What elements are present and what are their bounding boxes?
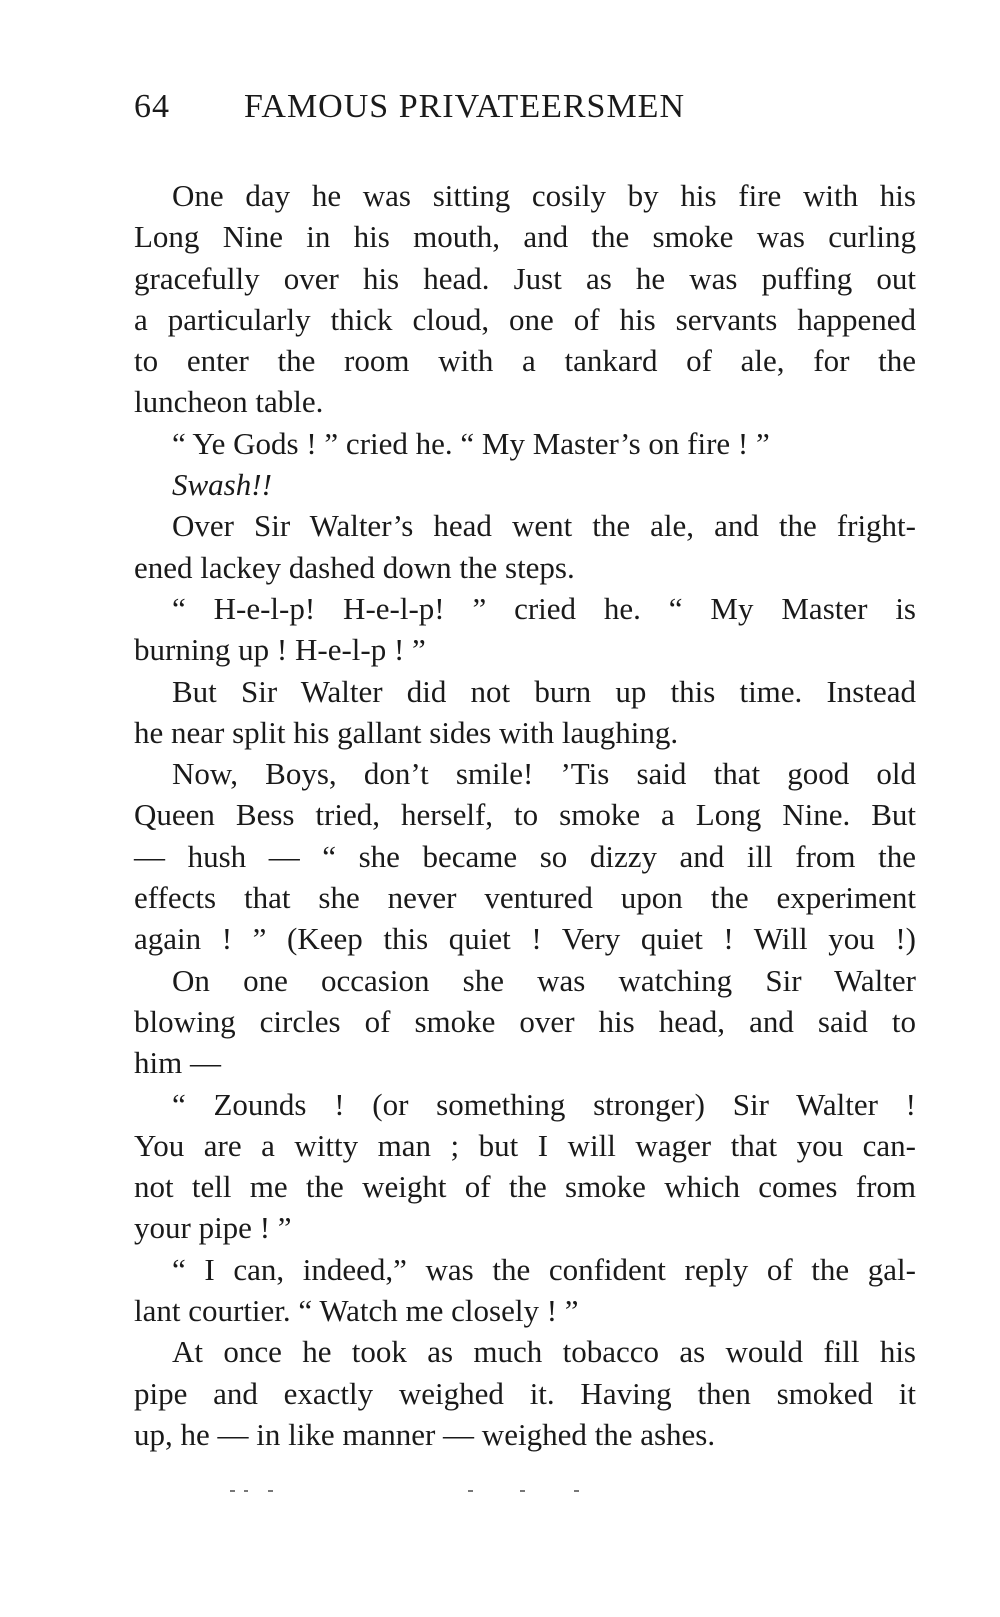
- text-line: Long Nine in his mouth, and the smoke was curling: [134, 219, 916, 255]
- text-line: lant courtier. “ Watch me closely ! ”: [134, 1293, 579, 1329]
- print-specks: [230, 1490, 590, 1494]
- text-line: ened lackey dashed down the steps.: [134, 549, 575, 585]
- text-line: again ! ” (Keep this quiet ! Very quiet ! Will you !): [134, 921, 916, 957]
- text-line: burning up ! H-e-l-p ! ”: [134, 632, 426, 668]
- speck: [468, 1490, 473, 1492]
- speck: [574, 1490, 579, 1492]
- text-line: Over Sir Walter’s head went the ale, and the fright-: [172, 508, 916, 544]
- text-line: — hush — “ she became so dizzy and ill from the: [134, 838, 916, 874]
- text-line: Swash!!: [172, 467, 272, 503]
- text-line: Now, Boys, don’t smile! ’Tis said that good old: [172, 756, 916, 792]
- text-line: “ I can, indeed,” was the confident reply of the gal-: [172, 1251, 916, 1287]
- text-line: One day he was sitting cosily by his fire with his: [172, 178, 916, 213]
- text-line: pipe and exactly weighed it. Having then smoked it: [134, 1375, 916, 1411]
- text-line: him —: [134, 1045, 221, 1081]
- text-line: a particularly thick cloud, one of his servants happened: [134, 301, 916, 337]
- body-text: [134, 175, 916, 1455]
- page-header: [134, 88, 834, 138]
- text-line: “ Ye Gods ! ” cried he. “ My Master’s on fire ! ”: [172, 425, 770, 461]
- text-line: luncheon table.: [134, 384, 324, 420]
- page-number: 64: [134, 88, 170, 125]
- text-line: blowing circles of smoke over his head, and said to: [134, 1003, 916, 1039]
- text-line: to enter the room with a tankard of ale, for the: [134, 343, 916, 379]
- text-line: You are a witty man ; but I will wager that you can-: [134, 1127, 916, 1163]
- speck: [244, 1490, 248, 1492]
- text-line: he near split his gallant sides with laughing.: [134, 714, 679, 750]
- text-line: gracefully over his head. Just as he was puffing out: [134, 260, 916, 296]
- text-line: up, he — in like manner — weighed the ashes.: [134, 1416, 716, 1452]
- running-title: FAMOUS PRIVATEERSMEN: [244, 88, 685, 125]
- speck: [268, 1490, 273, 1492]
- text-line: effects that she never ventured upon the experiment: [134, 880, 916, 916]
- text-line: not tell me the weight of the smoke which comes from: [134, 1169, 916, 1205]
- text-line: Queen Bess tried, herself, to smoke a Long Nine. But: [134, 797, 916, 833]
- speck: [230, 1490, 235, 1492]
- text-line: At once he took as much tobacco as would fill his: [172, 1334, 916, 1370]
- text-line: “ Zounds ! (or something stronger) Sir Walter !: [172, 1086, 916, 1122]
- text-line: But Sir Walter did not burn up this time. Instead: [172, 673, 916, 709]
- text-line: “ H-e-l-p! H-e-l-p! ” cried he. “ My Master is: [172, 590, 916, 626]
- text-line: your pipe ! ”: [134, 1210, 292, 1246]
- speck: [520, 1490, 525, 1492]
- text-line: On one occasion she was watching Sir Walter: [172, 962, 916, 998]
